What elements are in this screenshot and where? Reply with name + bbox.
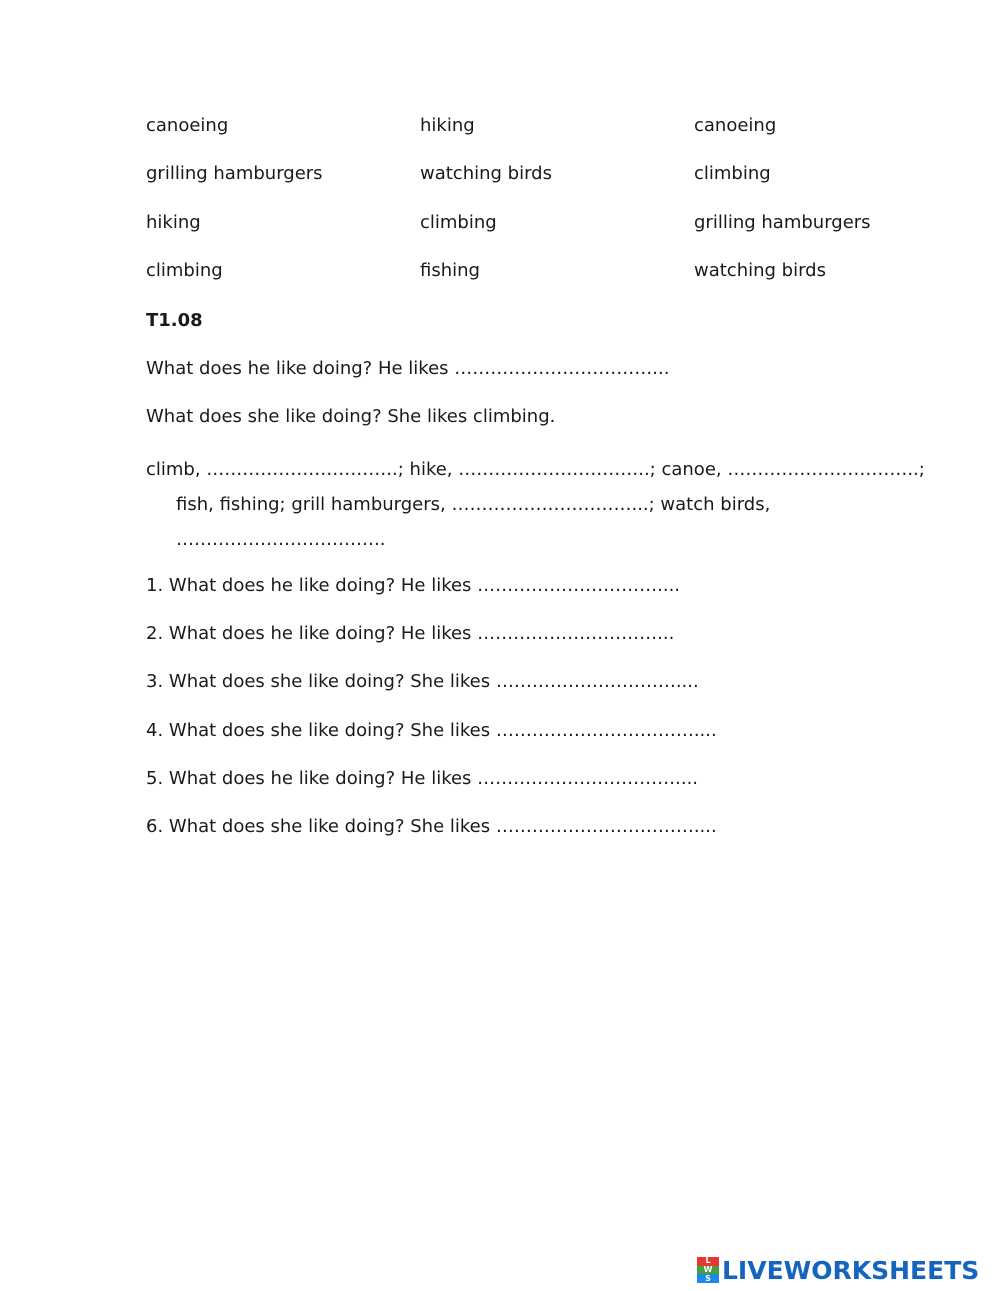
table-cell: fishing [420, 259, 480, 281]
activity-table [146, 112, 926, 305]
table-cell: canoeing [694, 115, 777, 136]
word-list-line: …………………………….. [176, 529, 386, 550]
logo-text: LIVEWORKSHEETS [722, 1255, 980, 1285]
logo-mark-icon [697, 1257, 719, 1283]
example-sentence: What does he like doing? He likes ……………………………... [146, 358, 670, 379]
example-sentence: What does she like doing? She likes climbing. [146, 406, 556, 427]
logo-mark-letter: S [697, 1274, 719, 1283]
table-cell: climbing [146, 259, 223, 281]
section-heading: T1.08 [146, 310, 203, 331]
question-4: 4. What does she like doing? She likes …………………………….... [146, 720, 717, 741]
table-cell: grilling hamburgers [694, 211, 871, 233]
table-cell: climbing [420, 211, 497, 233]
logo-mark-letter: W [697, 1266, 719, 1275]
table-cell: hiking [420, 115, 475, 136]
word-list-line: climb, …………………………..; hike, …………………………..; canoe, …………………………..; [146, 459, 925, 480]
table-cell: hiking [146, 211, 201, 233]
liveworksheets-logo [697, 1255, 979, 1285]
table-cell: climbing [694, 163, 771, 185]
question-1: 1. What does he like doing? He likes ………………………….... [146, 575, 681, 596]
table-row [146, 209, 926, 257]
word-list [146, 452, 925, 557]
table-cell: watching birds [420, 163, 552, 185]
table-row [146, 160, 926, 208]
question-6: 6. What does she like doing? She likes …………………………….... [146, 816, 717, 837]
table-cell: canoeing [146, 115, 229, 136]
word-list-line: fish, fishing; grill hamburgers, …………………………...; watch birds, [176, 494, 771, 515]
table-cell: grilling hamburgers [146, 163, 323, 185]
question-5: 5. What does he like doing? He likes …………………………….... [146, 768, 699, 789]
table-row [146, 257, 926, 305]
table-row [146, 112, 926, 160]
question-3: 3. What does she like doing? She likes ………………………….... [146, 671, 699, 692]
logo-mark-letter: L [697, 1257, 719, 1266]
table-cell: watching birds [694, 259, 826, 281]
question-2: 2. What does he like doing? He likes …………………………... [146, 623, 675, 644]
